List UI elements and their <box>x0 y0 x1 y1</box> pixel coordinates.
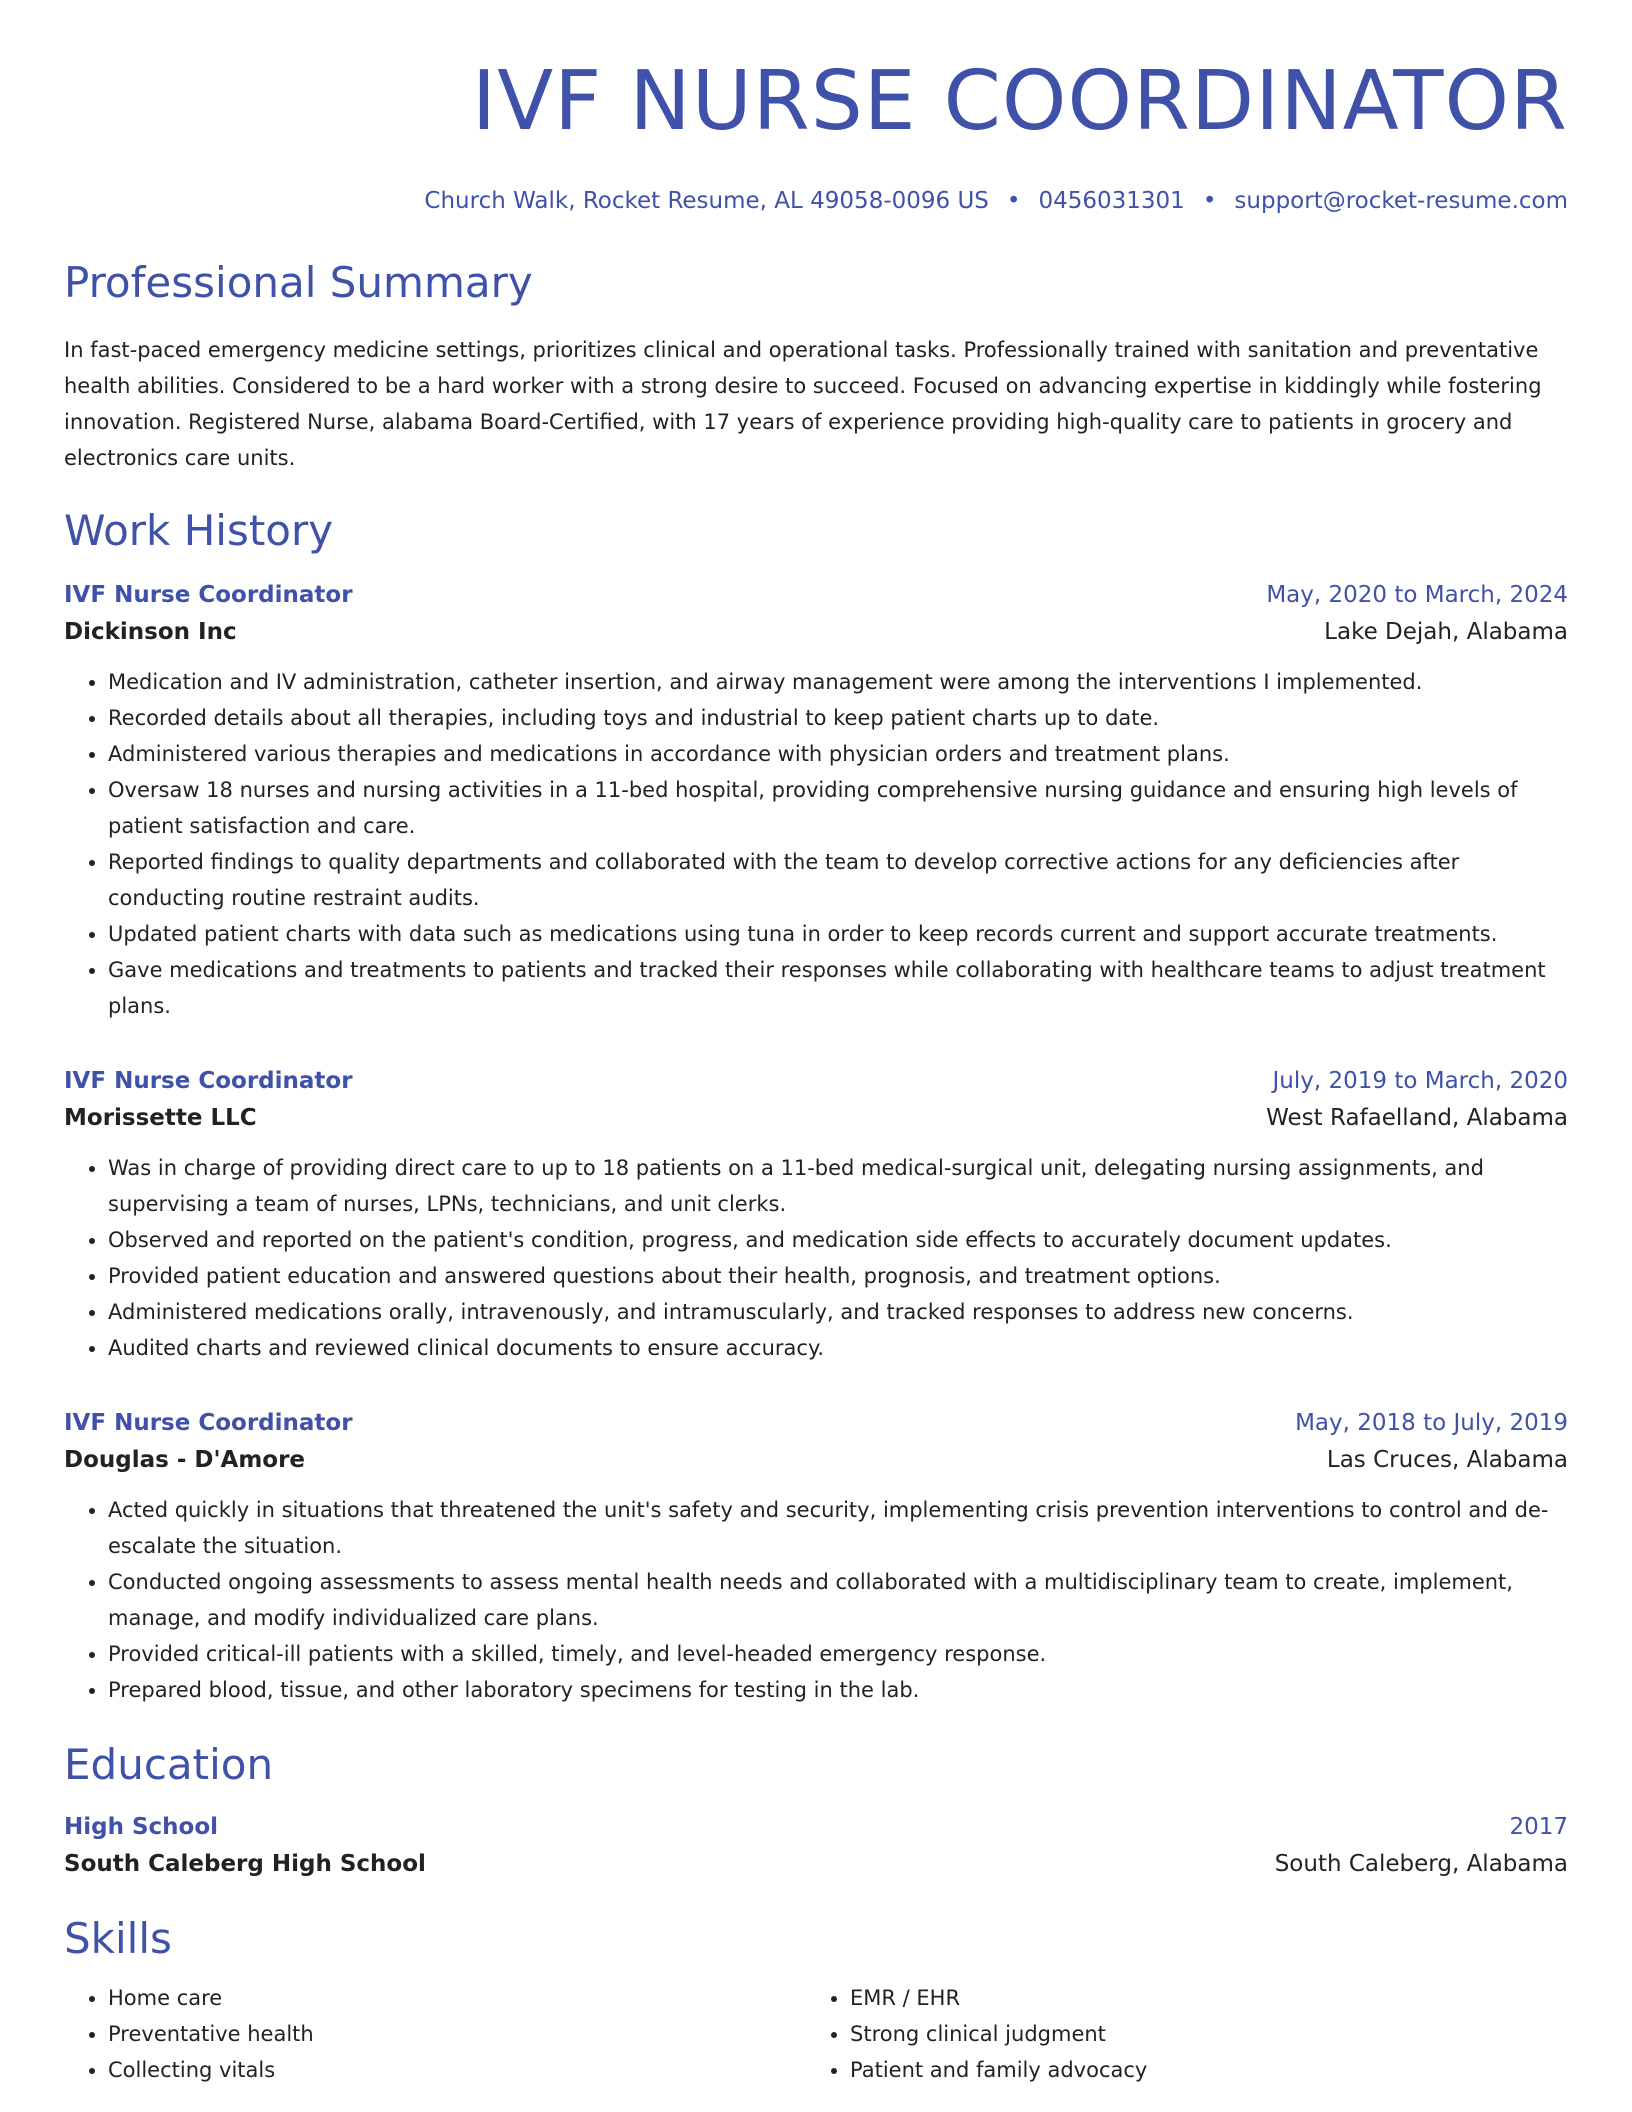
education-degree: High School <box>64 1814 219 1840</box>
job-entry <box>64 578 1568 1024</box>
skill-item: • Home care <box>108 1980 806 2016</box>
job-bullets <box>64 664 1568 1024</box>
work-history-list <box>64 578 1568 1708</box>
email: support@rocket-resume.com <box>1234 188 1568 214</box>
company-name: Douglas - D'Amore <box>64 1447 306 1473</box>
education-location: South Caleberg, Alabama <box>1274 1851 1568 1877</box>
list-item: • Was in charge of providing direct care to up to 18 patients on a 11-bed medical-surgical unit, delegating nursing assignments, and supervising a team of nurses, LPNs, technicians, and unit clerks. <box>108 1150 1568 1222</box>
company-name: Dickinson Inc <box>64 619 237 645</box>
list-item: • Acted quickly in situations that threatened the unit's safety and security, implementing crisis prevention interventions to control and de-escalate the situation. <box>108 1492 1568 1564</box>
skills-column-right <box>806 1980 1548 2088</box>
job-title: IVF Nurse Coordinator <box>64 582 353 608</box>
skills-column-left <box>64 1980 806 2088</box>
job-location: West Rafaelland, Alabama <box>1266 1105 1568 1131</box>
list-item: • Provided patient education and answered questions about their health, prognosis, and treatment options. <box>108 1258 1568 1294</box>
list-item: • Provided critical-ill patients with a skilled, timely, and level-headed emergency response. <box>108 1636 1568 1672</box>
list-item: • Medication and IV administration, catheter insertion, and airway management were among the interventions I implemented. <box>108 664 1568 700</box>
skill-item: • Collecting vitals <box>108 2052 806 2088</box>
list-item: • Updated patient charts with data such as medications using tuna in order to keep records current and support accurate treatments. <box>108 916 1568 952</box>
job-dates: July, 2019 to March, 2020 <box>1272 1068 1568 1094</box>
job-bullets <box>64 1492 1568 1708</box>
education-year: 2017 <box>1509 1814 1568 1840</box>
section-title-education: Education <box>64 1740 274 1789</box>
address: Church Walk, Rocket Resume, AL 49058-0096 US <box>424 188 989 214</box>
list-item: • Gave medications and treatments to patients and tracked their responses while collaborating with healthcare teams to adjust treatment plans. <box>108 952 1568 1024</box>
list-item: • Administered various therapies and medications in accordance with physician orders and treatment plans. <box>108 736 1568 772</box>
separator-dot: • <box>1006 188 1021 214</box>
education-school: South Caleberg High School <box>64 1851 426 1877</box>
contact-line <box>64 186 1568 216</box>
job-dates: May, 2020 to March, 2024 <box>1266 582 1568 608</box>
candidate-name: IVF NURSE COORDINATOR <box>471 54 1568 149</box>
job-dates: May, 2018 to July, 2019 <box>1295 1410 1568 1436</box>
job-location: Las Cruces, Alabama <box>1326 1447 1568 1473</box>
resume-header <box>64 52 1568 216</box>
job-location: Lake Dejah, Alabama <box>1324 619 1568 645</box>
list-item: • Observed and reported on the patient's condition, progress, and medication side effects to accurately document updates. <box>108 1222 1568 1258</box>
separator-dot: • <box>1202 188 1217 214</box>
phone: 0456031301 <box>1038 188 1185 214</box>
job-bullets <box>64 1150 1568 1366</box>
company-name: Morissette LLC <box>64 1105 257 1131</box>
list-item: • Conducted ongoing assessments to assess mental health needs and collaborated with a multidisciplinary team to create, implement, manage, and modify individualized care plans. <box>108 1564 1568 1636</box>
section-title-skills: Skills <box>64 1914 172 1963</box>
job-entry <box>64 1064 1568 1366</box>
section-title-summary: Professional Summary <box>64 258 533 307</box>
job-title: IVF Nurse Coordinator <box>64 1068 353 1094</box>
skill-item: • Strong clinical judgment <box>850 2016 1548 2052</box>
job-entry <box>64 1406 1568 1708</box>
skill-item: • Preventative health <box>108 2016 806 2052</box>
skill-item: • EMR / EHR <box>850 1980 1548 2016</box>
section-title-work-history: Work History <box>64 506 334 555</box>
skills-list <box>64 1980 1568 2088</box>
skill-item: • Patient and family advocacy <box>850 2052 1548 2088</box>
education-entry <box>64 1810 1568 1884</box>
list-item: • Administered medications orally, intravenously, and intramuscularly, and tracked responses to address new concerns. <box>108 1294 1568 1330</box>
list-item: • Oversaw 18 nurses and nursing activities in a 11-bed hospital, providing comprehensive nursing guidance and ensuring high levels of patient satisfaction and care. <box>108 772 1568 844</box>
summary-text: In fast-paced emergency medicine settings, prioritizes clinical and operational tasks. Professionally trained with sanitation and preventative health abilities. Considered to be a hard worker with a strong desire to succeed. Focused on advancing expertise in kiddingly while fostering innovation. Registered Nurse, alabama Board-Certified, with 17 years of experience providing high-quality care to patients in grocery and electronics care units. <box>64 338 1542 470</box>
list-item: • Reported findings to quality departments and collaborated with the team to develop corrective actions for any deficiencies after conducting routine restraint audits. <box>108 844 1568 916</box>
list-item: • Audited charts and reviewed clinical documents to ensure accuracy. <box>108 1330 1568 1366</box>
job-title: IVF Nurse Coordinator <box>64 1410 353 1436</box>
list-item: • Prepared blood, tissue, and other laboratory specimens for testing in the lab. <box>108 1672 1568 1708</box>
list-item: • Recorded details about all therapies, including toys and industrial to keep patient charts up to date. <box>108 700 1568 736</box>
